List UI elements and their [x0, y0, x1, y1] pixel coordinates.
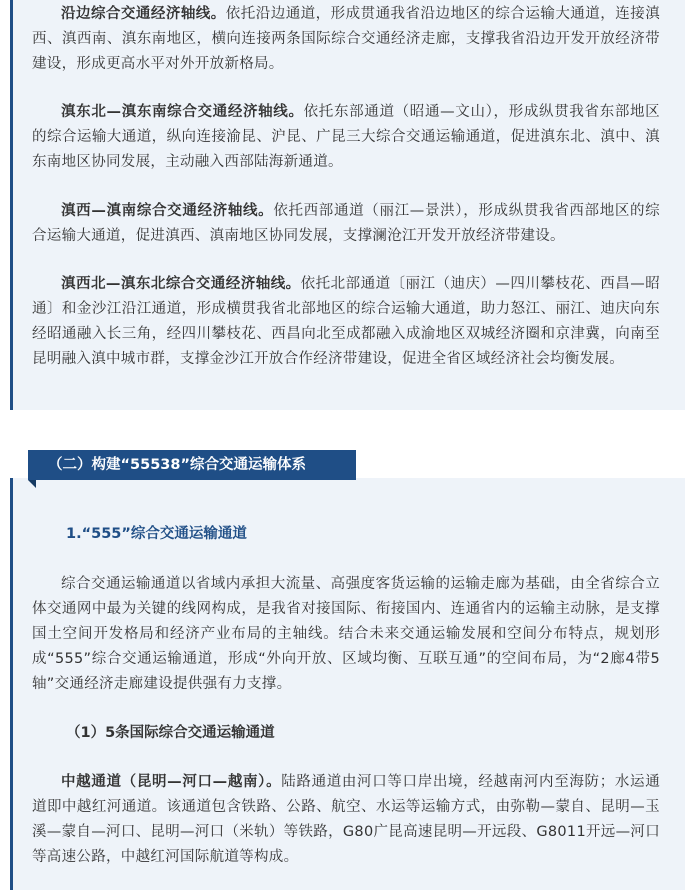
paragraph-title: 滇西—滇南综合交通经济轴线。 — [61, 203, 274, 219]
paragraph-northeast-southeast-axis — [32, 100, 660, 175]
paragraph-title: 沿边综合交通经济轴线。 — [61, 6, 226, 22]
paragraph-body: 陆路通道由河口等口岸出境，经越南河内至海防；水运通道即中越红河通道。该通道包含铁路、公路、航空、水运等运输方式，由弥勒—蒙自、昆明—玉溪—蒙自—河口、昆明—河口（米轨）等铁路，G80广昆高速昆明—开远段、G8011开远—河口等高速公路，中越红河国际航道等构成。 — [32, 774, 661, 865]
paragraph-body: 依托北部通道〔丽江（迪庆）—四川攀枝花、西昌—昭通〕和金沙江沿江通道，形成横贯我省北部地区的综合运输大通道，助力怒江、丽江、迪庆向东经昭通融入长三角，经四川攀枝花、西昌向北至成都融入成渝地区双城经济圈和京津冀，向南至昆明融入滇中城市群，支撑金沙江开放合作经济带建设，促进全省区域经济社会均衡发展。 — [32, 276, 660, 367]
paragraph-body: 综合交通运输通道以省域内承担大流量、高强度客货运输的运输走廊为基础，由全省综合立体交通网中最为关键的线网构成，是我省对接国际、衔接国内、连通省内的运输主动脉，是支撑国土空间开发格局和经济产业布局的主轴线。结合未来交通运输发展和空间分布特点，规划形成“555”综合交通运输通道，形成“外向开放、区域均衡、互联互通”的空间布局，为“2廊4带5轴”交通经济走廊建设提供强有力支撑。 — [32, 576, 660, 692]
paragraph-body: 依托沿边通道，形成贯通我省沿边地区的综合运输大通道，连接滇西、滇西南、滇东南地区，横向连接两条国际综合交通经济走廊，支撑我省沿边开发开放经济带建设，形成更高水平对外开放新格局。 — [32, 6, 660, 72]
paragraph-title: 中越通道（昆明—河口—越南）。 — [61, 774, 282, 790]
paragraph-china-vietnam-corridor — [32, 770, 660, 870]
paragraph-title: 滇东北—滇东南综合交通经济轴线。 — [61, 104, 304, 120]
subheading-international-corridors: （1）5条国际综合交通运输通道 — [66, 725, 275, 741]
paragraph-title: 滇西北—滇东北综合交通经济轴线。 — [61, 276, 301, 292]
paragraph-body: 依托东部通道（昭通—文山），形成纵贯我省东部地区的综合运输大通道，纵向连接渝昆、沪昆、广昆三大综合交通运输通道，促进滇东北、滇中、滇东南地区协同发展，主动融入西部陆海新通道。 — [32, 104, 660, 170]
paragraph-border-axis — [32, 2, 660, 77]
paragraph-northwest-northeast-axis — [32, 272, 660, 372]
subheading-555-corridor: 1.“555”综合交通运输通道 — [66, 526, 247, 542]
paragraph-body: 依托西部通道（丽江—景洪），形成纵贯我省西部地区的综合运输大通道，促进滇西、滇南地区协同发展，支撑澜沧江开发开放经济带建设。 — [32, 203, 660, 244]
banner-fold — [28, 480, 36, 488]
section-banner: （二）构建“55538”综合交通运输体系 — [28, 450, 356, 480]
paragraph-west-south-axis — [32, 199, 660, 249]
paragraph-corridor-overview — [32, 572, 660, 697]
